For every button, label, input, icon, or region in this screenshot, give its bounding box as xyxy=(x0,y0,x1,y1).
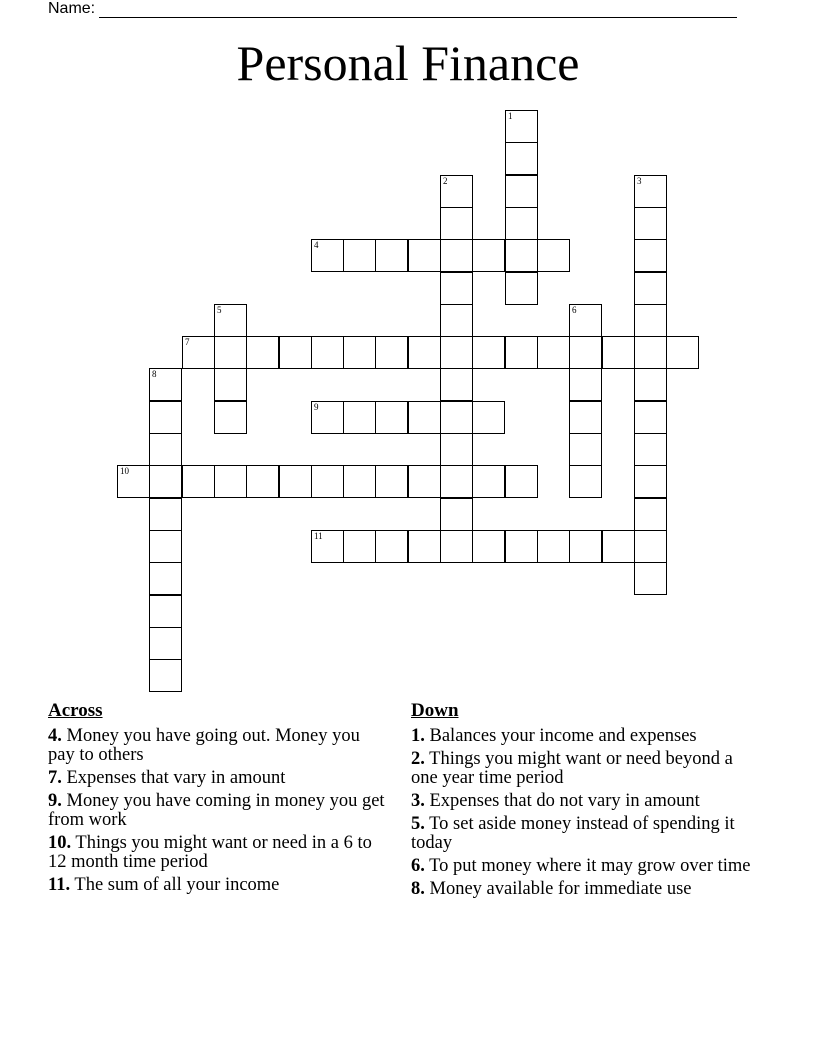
crossword-cell[interactable] xyxy=(214,336,247,369)
crossword-cell[interactable] xyxy=(311,336,344,369)
crossword-cell[interactable] xyxy=(375,401,408,434)
across-clue: 4. Money you have going out. Money you pay to others xyxy=(48,726,360,765)
crossword-cell[interactable] xyxy=(279,465,312,498)
crossword-cell[interactable] xyxy=(149,433,182,466)
crossword-cell[interactable] xyxy=(214,401,247,434)
clue-number: 1 xyxy=(508,111,513,121)
crossword-cell[interactable] xyxy=(279,336,312,369)
crossword-cell[interactable] xyxy=(311,401,344,434)
crossword-cell[interactable] xyxy=(440,336,473,369)
crossword-cell[interactable] xyxy=(634,465,667,498)
crossword-cell[interactable] xyxy=(375,239,408,272)
clue-number: 6 xyxy=(572,305,577,315)
down-clue: 6. To put money where it may grow over time xyxy=(411,856,751,876)
crossword-cell[interactable] xyxy=(343,401,376,434)
crossword-cell[interactable] xyxy=(149,627,182,660)
crossword-cell[interactable] xyxy=(505,530,538,563)
clue-number: 11 xyxy=(314,531,323,541)
crossword-cell[interactable] xyxy=(408,465,441,498)
crossword-cell[interactable] xyxy=(634,368,667,401)
crossword-cell[interactable] xyxy=(569,530,602,563)
clue-number: 3 xyxy=(637,176,642,186)
crossword-cell[interactable] xyxy=(569,465,602,498)
crossword-cell[interactable] xyxy=(634,175,667,208)
crossword-cell[interactable] xyxy=(505,175,538,208)
crossword-cell[interactable] xyxy=(408,530,441,563)
across-clues xyxy=(48,700,388,899)
crossword-cell[interactable] xyxy=(505,207,538,240)
crossword-cell[interactable] xyxy=(634,498,667,531)
crossword-cell[interactable] xyxy=(569,336,602,369)
crossword-cell[interactable] xyxy=(634,562,667,595)
crossword-cell[interactable] xyxy=(440,465,473,498)
crossword-cell[interactable] xyxy=(375,465,408,498)
crossword-cell[interactable] xyxy=(343,336,376,369)
crossword-cell[interactable] xyxy=(440,401,473,434)
crossword-cell[interactable] xyxy=(246,465,279,498)
down-clue: 5. To set aside money instead of spending it today xyxy=(411,814,735,853)
down-clue: 3. Expenses that do not vary in amount xyxy=(411,791,700,811)
page-title: Personal Finance xyxy=(236,35,580,91)
crossword-cell[interactable] xyxy=(149,595,182,628)
crossword-cell[interactable] xyxy=(602,336,635,369)
across-heading: Across xyxy=(48,700,103,721)
across-clue: 9. Money you have coming in money you get from work xyxy=(48,791,385,830)
crossword-cell[interactable] xyxy=(634,433,667,466)
crossword-cell[interactable] xyxy=(472,336,505,369)
crossword-cell[interactable] xyxy=(182,336,215,369)
crossword-cell[interactable] xyxy=(214,465,247,498)
crossword-cell[interactable] xyxy=(505,142,538,175)
crossword-cell[interactable] xyxy=(472,465,505,498)
across-clue: 10. Things you might want or need in a 6 to 12 month time period xyxy=(48,833,372,872)
crossword-cell[interactable] xyxy=(117,465,150,498)
across-clue: 7. Expenses that vary in amount xyxy=(48,768,286,788)
crossword-cell[interactable] xyxy=(666,336,699,369)
crossword-cell[interactable] xyxy=(472,401,505,434)
crossword-cell[interactable] xyxy=(634,304,667,337)
clue-number: 2 xyxy=(443,176,448,186)
crossword-cell[interactable] xyxy=(440,207,473,240)
down-clue: 8. Money available for immediate use xyxy=(411,879,692,899)
crossword-cell[interactable] xyxy=(440,433,473,466)
crossword-cell[interactable] xyxy=(505,239,538,272)
crossword-cell[interactable] xyxy=(634,239,667,272)
down-clues xyxy=(411,700,756,903)
clue-number: 4 xyxy=(314,240,319,250)
crossword-cell[interactable] xyxy=(149,530,182,563)
crossword-cell[interactable] xyxy=(440,368,473,401)
crossword-cell[interactable] xyxy=(634,207,667,240)
crossword-cell[interactable] xyxy=(375,336,408,369)
crossword-cell[interactable] xyxy=(505,465,538,498)
crossword-cell[interactable] xyxy=(537,336,570,369)
crossword-cell[interactable] xyxy=(149,498,182,531)
clue-number: 5 xyxy=(217,305,222,315)
crossword-cell[interactable] xyxy=(569,304,602,337)
crossword-cell[interactable] xyxy=(602,530,635,563)
down-heading: Down xyxy=(411,700,459,721)
crossword-cell[interactable] xyxy=(343,530,376,563)
crossword-cell[interactable] xyxy=(569,433,602,466)
crossword-cell[interactable] xyxy=(149,659,182,692)
crossword-cell[interactable] xyxy=(634,336,667,369)
crossword-cell[interactable] xyxy=(343,239,376,272)
crossword-cell[interactable] xyxy=(634,272,667,305)
crossword-cell[interactable] xyxy=(246,336,279,369)
name-label: Name: xyxy=(48,0,96,17)
crossword-cell[interactable] xyxy=(440,239,473,272)
clue-number: 9 xyxy=(314,402,319,412)
crossword-cell[interactable] xyxy=(375,530,408,563)
crossword-cell[interactable] xyxy=(472,239,505,272)
clue-number: 8 xyxy=(152,369,157,379)
crossword-cell[interactable] xyxy=(440,272,473,305)
crossword-cell[interactable] xyxy=(440,175,473,208)
crossword-cell[interactable] xyxy=(634,530,667,563)
crossword-cell[interactable] xyxy=(537,530,570,563)
crossword-cell[interactable] xyxy=(440,530,473,563)
crossword-cell[interactable] xyxy=(505,336,538,369)
crossword-cell[interactable] xyxy=(634,401,667,434)
crossword-cell[interactable] xyxy=(311,465,344,498)
crossword-cell[interactable] xyxy=(311,530,344,563)
crossword-cell[interactable] xyxy=(408,239,441,272)
crossword-cell[interactable] xyxy=(149,562,182,595)
crossword-cell[interactable] xyxy=(537,239,570,272)
crossword-cell[interactable] xyxy=(311,239,344,272)
crossword-cell[interactable] xyxy=(149,368,182,401)
down-clue: 1. Balances your income and expenses xyxy=(411,726,697,746)
crossword-cell[interactable] xyxy=(569,368,602,401)
crossword-cell[interactable] xyxy=(505,110,538,143)
clue-number: 10 xyxy=(120,466,129,476)
crossword-cell[interactable] xyxy=(343,465,376,498)
crossword-cell[interactable] xyxy=(472,530,505,563)
crossword-cell[interactable] xyxy=(408,336,441,369)
crossword-cell[interactable] xyxy=(182,465,215,498)
crossword-cell[interactable] xyxy=(440,304,473,337)
clue-number: 7 xyxy=(185,337,190,347)
across-clue: 11. The sum of all your income xyxy=(48,875,280,895)
crossword-cell[interactable] xyxy=(505,272,538,305)
crossword-cell[interactable] xyxy=(408,401,441,434)
crossword-cell[interactable] xyxy=(149,401,182,434)
crossword-cell[interactable] xyxy=(569,401,602,434)
crossword-cell[interactable] xyxy=(440,498,473,531)
down-clue: 2. Things you might want or need beyond a one year time period xyxy=(411,749,733,788)
crossword-cell[interactable] xyxy=(214,368,247,401)
crossword-cell[interactable] xyxy=(149,465,182,498)
crossword-cell[interactable] xyxy=(214,304,247,337)
